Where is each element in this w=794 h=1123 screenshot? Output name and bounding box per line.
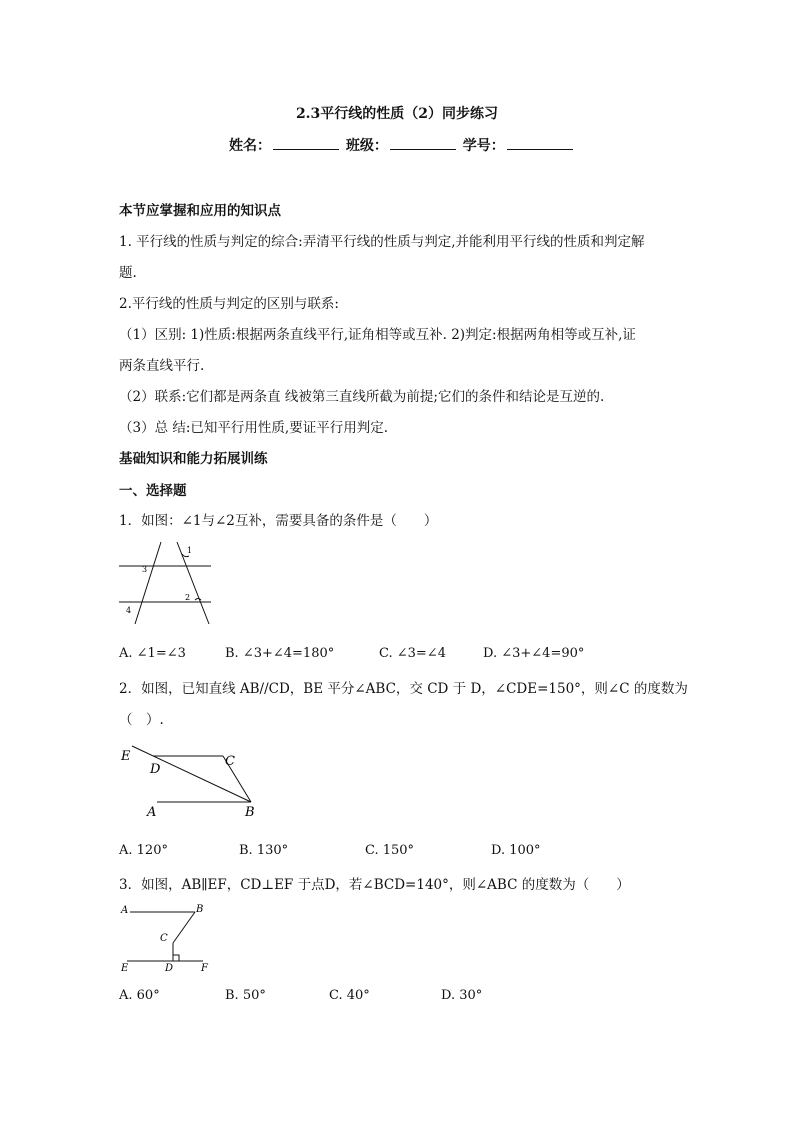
knowledge-line-5: （3）总 结:已知平行用性质,要证平行用判定. bbox=[119, 420, 389, 436]
q3-label-b: B bbox=[196, 904, 204, 915]
q1-label-4: 4 bbox=[126, 606, 132, 615]
knowledge-line-3b: 两条直线平行. bbox=[119, 358, 205, 374]
q3-option-a: A. 60° bbox=[119, 988, 160, 1003]
q2-label-d: D bbox=[150, 762, 161, 777]
section-choice-heading: 一、选择题 bbox=[119, 483, 187, 499]
q2-label-e: E bbox=[121, 749, 131, 764]
q2-stem-a: 2．如图，已知直线 AB//CD，BE 平分∠ABC，交 CD 于 D，∠CDE=150°，则∠C 的度数为 bbox=[119, 681, 688, 697]
q3-line-bc bbox=[173, 912, 195, 943]
student-info-line bbox=[229, 135, 575, 155]
q2-label-b: B bbox=[245, 805, 255, 820]
page-title: 2.3平行线的性质（2）同步练习 bbox=[295, 106, 499, 122]
q2-stem-b: （ ）. bbox=[119, 712, 164, 728]
q2-option-d: D. 100° bbox=[491, 843, 541, 858]
q1-option-d: D. ∠3+∠4=90° bbox=[483, 646, 585, 661]
knowledge-heading: 本节应掌握和应用的知识点 bbox=[119, 203, 281, 219]
q3-label-c: C bbox=[160, 933, 168, 944]
q2-option-a: A. 120° bbox=[119, 843, 168, 858]
q1-transversal-left bbox=[135, 542, 161, 624]
q3-label-e: E bbox=[121, 963, 129, 974]
q3-label-f: F bbox=[201, 963, 208, 974]
class-blank bbox=[390, 137, 456, 150]
q2-figure bbox=[115, 738, 275, 824]
q2-option-b: B. 130° bbox=[239, 843, 289, 858]
name-label: 姓名： bbox=[229, 138, 271, 154]
id-label: 学号： bbox=[462, 138, 505, 154]
q3-option-b: B. 50° bbox=[225, 988, 266, 1003]
knowledge-line-4: （2）联系:它们都是两条直 线被第三直线所截为前提;它们的条件和结论是互逆的. bbox=[119, 389, 605, 405]
id-blank bbox=[507, 137, 573, 150]
q2-option-c: C. 150° bbox=[365, 843, 415, 858]
q3-figure bbox=[115, 899, 225, 975]
training-heading: 基础知识和能力拓展训练 bbox=[119, 451, 268, 467]
q1-option-b: B. ∠3+∠4=180° bbox=[225, 646, 335, 661]
q3-stem: 3．如图，AB∥EF，CD⊥EF 于点D，若∠BCD=140°，则∠ABC 的度数为（ ） bbox=[119, 877, 630, 893]
q1-option-c: C. ∠3=∠4 bbox=[379, 646, 446, 661]
q1-figure bbox=[115, 538, 215, 630]
q3-label-a: A bbox=[121, 905, 129, 916]
class-label: 班级： bbox=[345, 138, 388, 154]
q2-label-c: C bbox=[225, 754, 235, 769]
name-blank bbox=[273, 137, 339, 150]
knowledge-line-1b: 题. bbox=[119, 265, 137, 281]
knowledge-line-2: 2.平行线的性质与判定的区别与联系: bbox=[119, 296, 339, 312]
q3-right-angle-mark bbox=[173, 955, 179, 961]
q1-label-3: 3 bbox=[142, 565, 148, 574]
q1-label-1: 1 bbox=[187, 546, 193, 555]
q3-option-c: C. 40° bbox=[329, 988, 370, 1003]
q2-label-a: A bbox=[147, 805, 157, 820]
q1-option-a: A. ∠1=∠3 bbox=[119, 646, 186, 661]
q1-label-2: 2 bbox=[185, 593, 191, 602]
q3-label-d: D bbox=[165, 963, 174, 974]
q1-angle-arc-2 bbox=[195, 599, 201, 601]
q3-option-d: D. 30° bbox=[441, 988, 483, 1003]
knowledge-line-1a: 1. 平行线的性质与判定的综合:弄清平行线的性质与判定,并能利用平行线的性质和判定解 bbox=[119, 234, 645, 250]
q2-options bbox=[119, 843, 719, 861]
q1-stem: 1．如图：∠1与∠2互补，需要具备的条件是（ ） bbox=[119, 513, 438, 529]
q1-options bbox=[119, 646, 719, 664]
q3-options bbox=[119, 988, 719, 1006]
knowledge-line-3a: （1）区别: 1)性质:根据两条直线平行,证角相等或互补. 2)判定:根据两角相等或互补,证 bbox=[119, 327, 636, 343]
